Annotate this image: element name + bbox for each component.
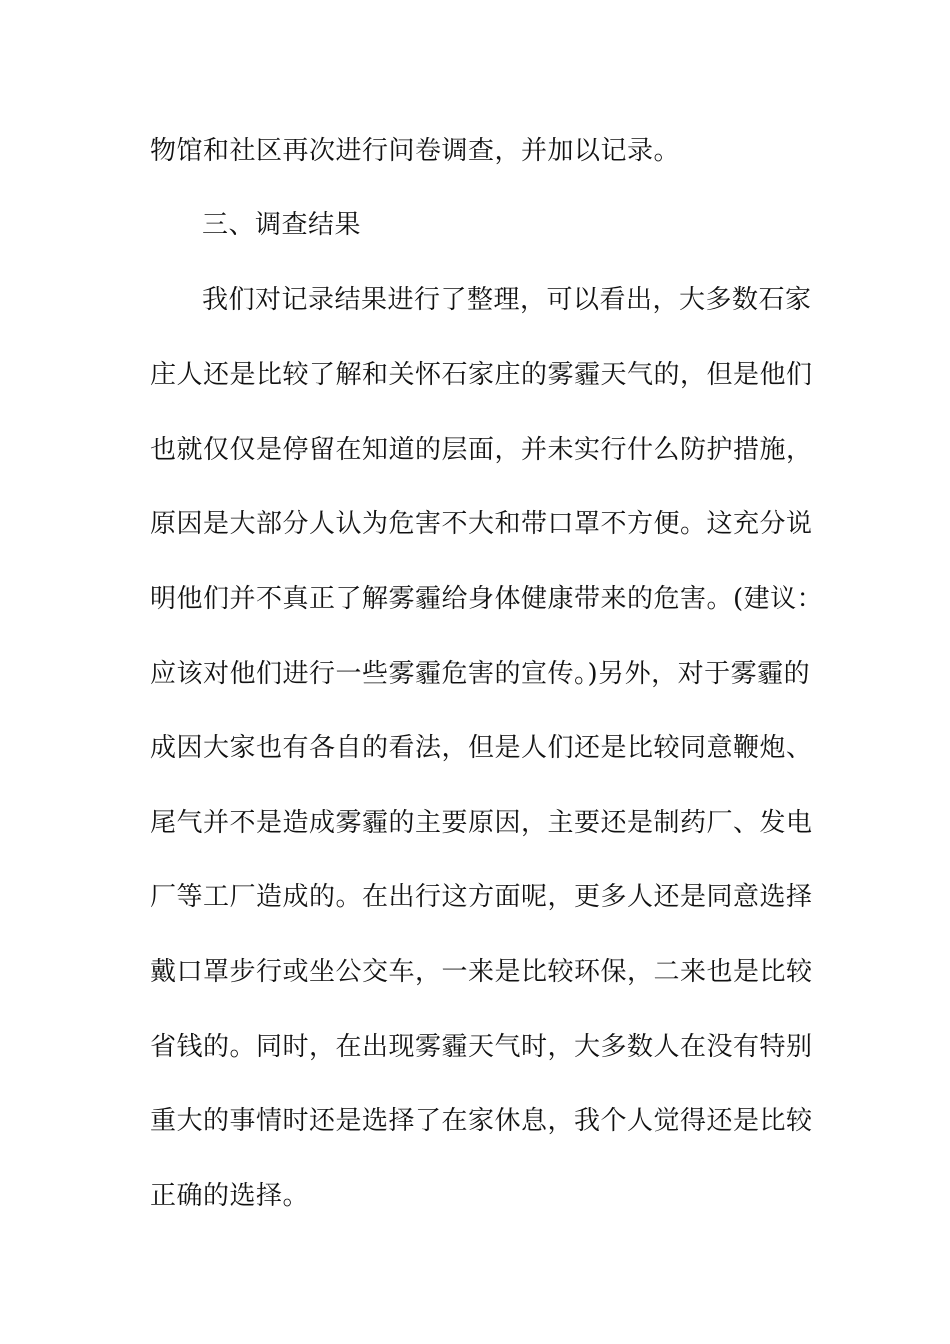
section-heading: 三、调查结果 [202,210,362,240]
paragraph-line-11: 厂等工厂造成的。在出行这方面呢，更多人还是同意选择 [150,882,813,912]
paragraph-line-8: 应该对他们进行一些雾霾危害的宣传。)另外，对于雾霾的 [150,659,811,689]
paragraph-line-5: 也就仅仅是停留在知道的层面，并未实行什么防护措施， [150,435,813,465]
paragraph-line-1: 物馆和社区再次进行问卷调查，并加以记录。 [150,136,681,166]
paragraph-line-12: 戴口罩步行或坐公交车，一来是比较环保，二来也是比较 [150,957,813,987]
paragraph-line-9: 成因大家也有各自的看法，但是人们还是比较同意鞭炮、 [150,733,813,763]
paragraph-line-14: 重大的事情时还是选择了在家休息，我个人觉得还是比较 [150,1106,813,1136]
paragraph-line-15: 正确的选择。 [150,1181,310,1211]
paragraph-line-10: 尾气并不是造成雾霾的主要原因，主要还是制药厂、发电 [150,808,813,838]
paragraph-line-6: 原因是大部分人认为危害不大和带口罩不方便。这充分说 [150,509,813,539]
paragraph-line-7: 明他们并不真正了解雾霾给身体健康带来的危害。(建议： [150,584,824,614]
paragraph-line-3: 我们对记录结果进行了整理，可以看出，大多数石家 [202,285,812,315]
paragraph-line-4: 庄人还是比较了解和关怀石家庄的雾霾天气的，但是他们 [150,360,813,390]
paragraph-line-13: 省钱的。同时，在出现雾霾天气时，大多数人在没有特别 [150,1032,813,1062]
